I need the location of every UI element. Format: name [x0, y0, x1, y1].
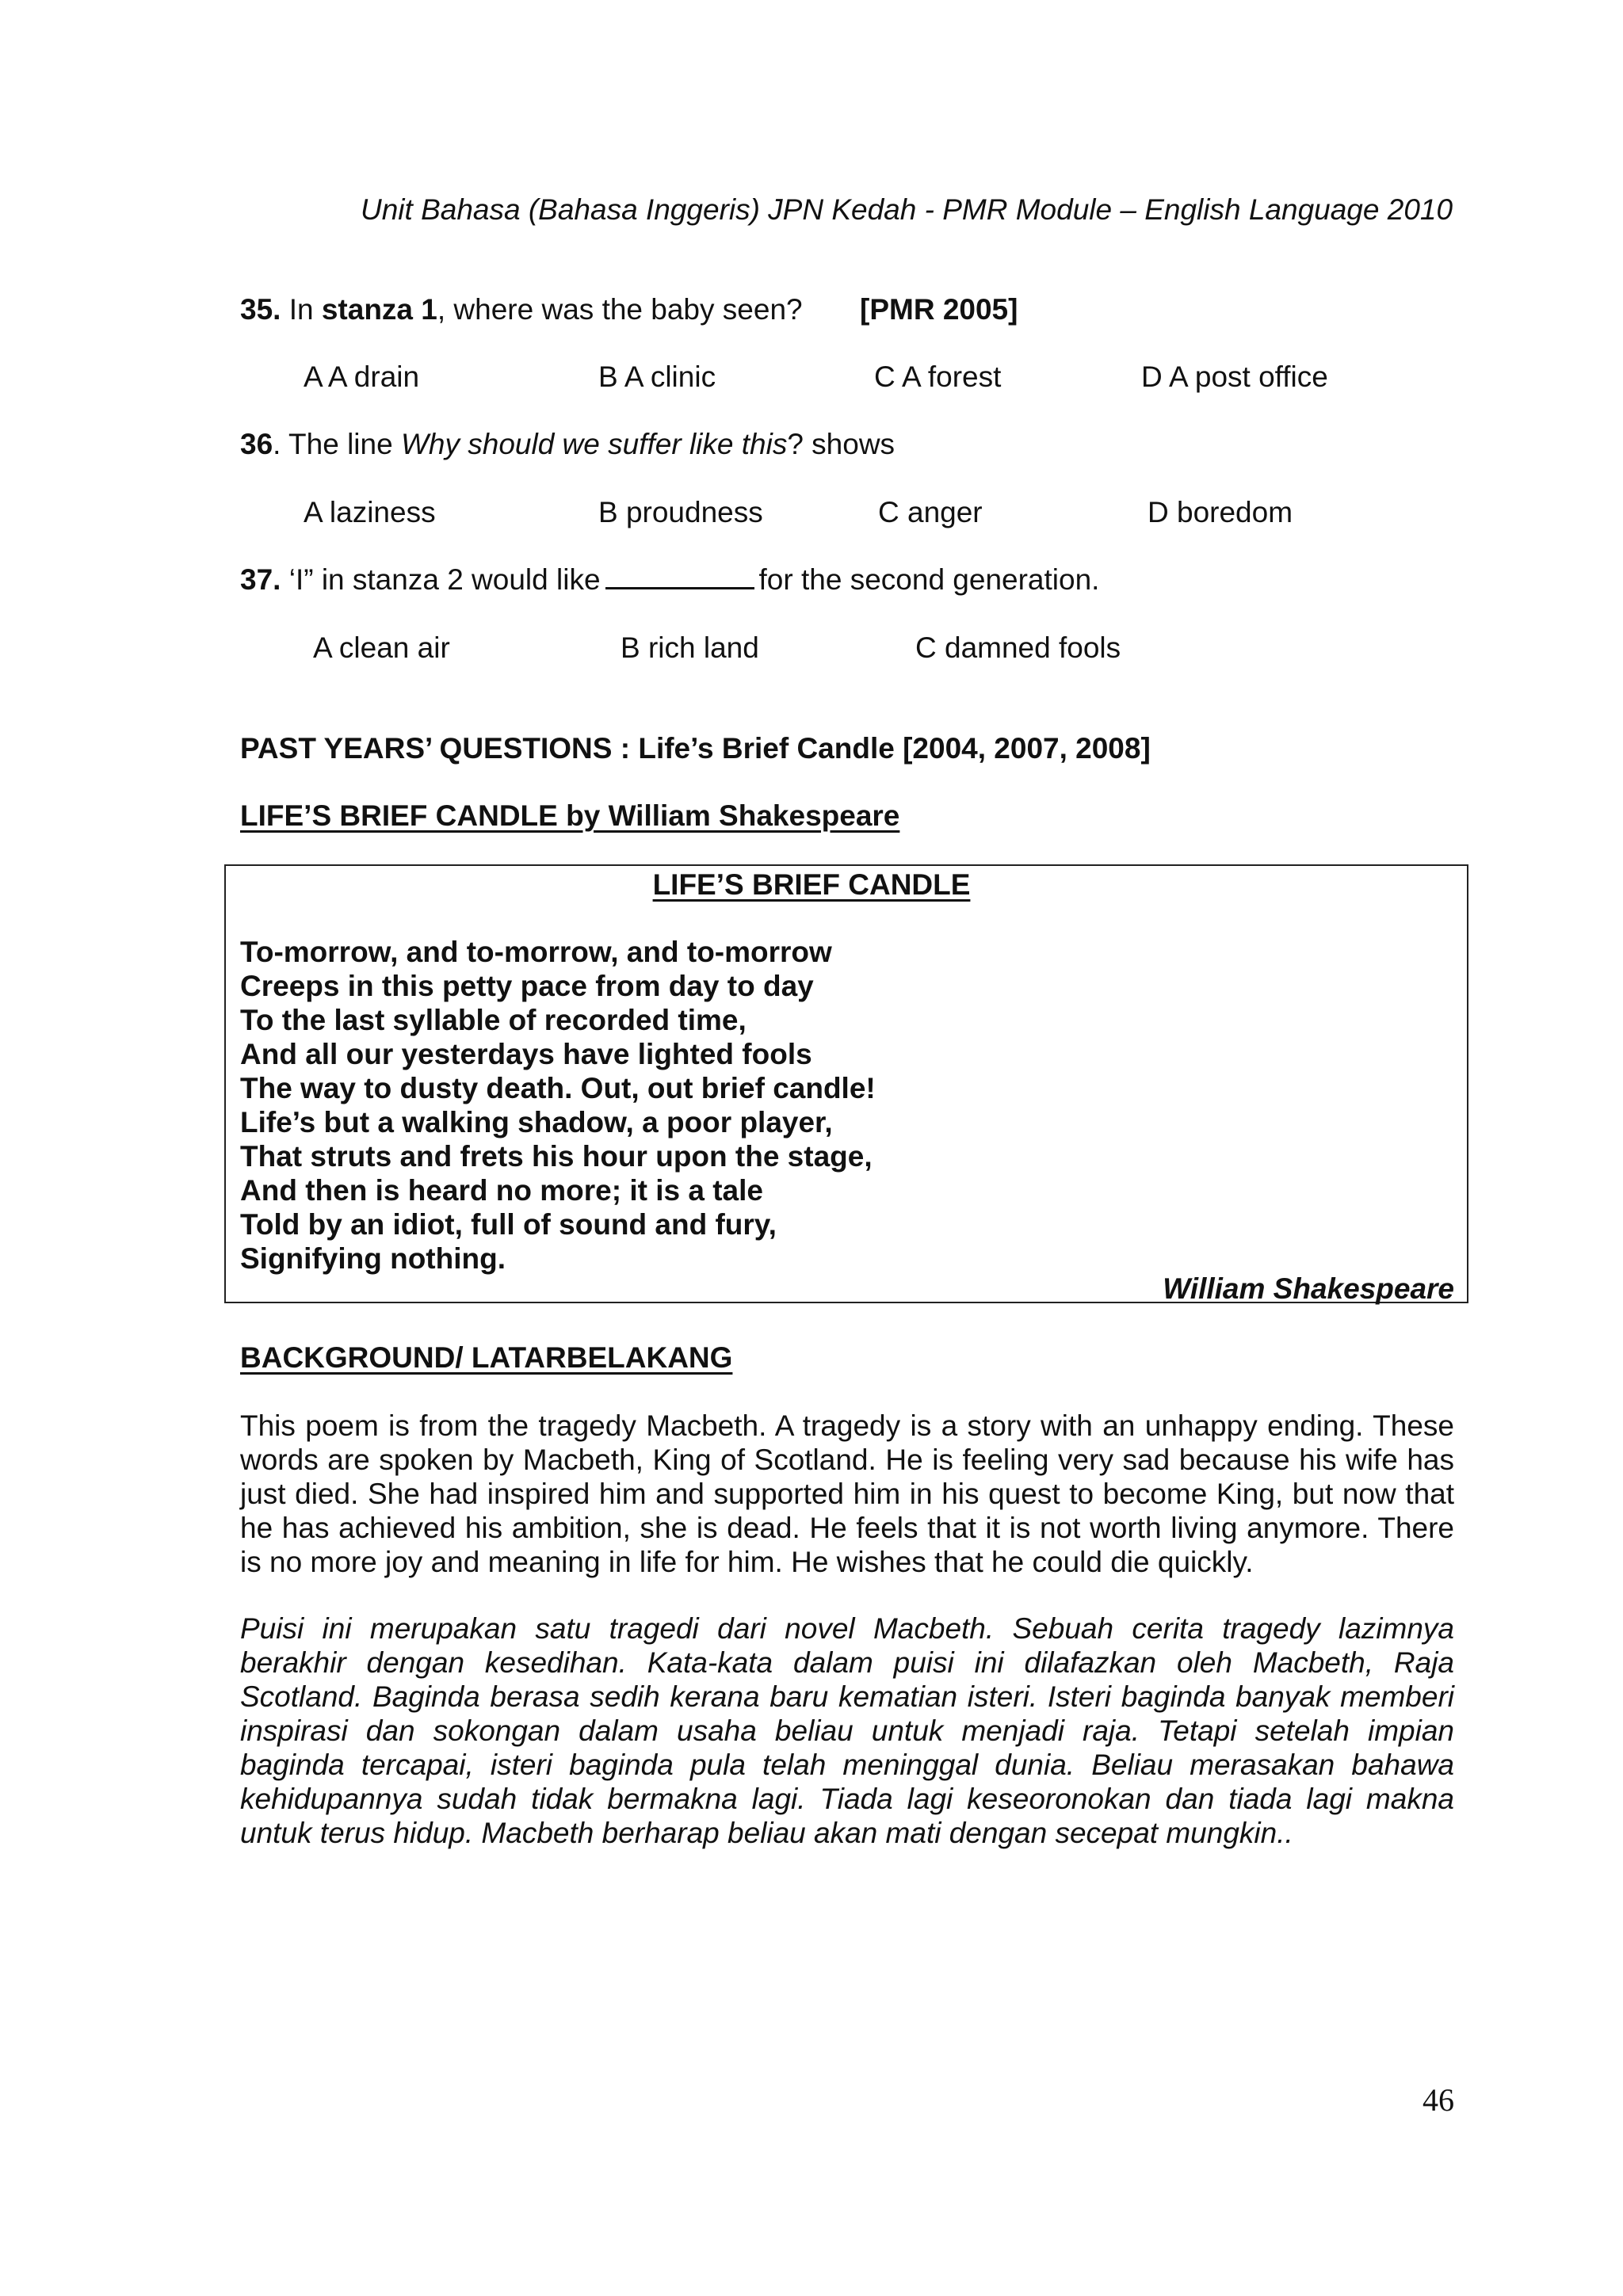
- poem-title: LIFE’S BRIEF CANDLE: [652, 868, 971, 901]
- q36-option-a[interactable]: A laziness: [304, 496, 436, 528]
- q35-option-a[interactable]: A A drain: [304, 360, 420, 393]
- question-number: 37.: [240, 563, 281, 596]
- paragraph-line: berakhir dengan kesedihan. Kata-kata dalam puisi ini dilafazkan oleh Macbeth, Raja: [240, 1646, 1454, 1679]
- poem-line: Life’s but a walking shadow, a poor player,: [240, 1106, 833, 1138]
- poem-lines: [240, 935, 876, 1276]
- question-text-post: , where was the baby seen?: [437, 293, 803, 326]
- question-35-tag: [PMR 2005]: [860, 293, 1018, 326]
- q35-option-c[interactable]: C A forest: [874, 360, 1002, 393]
- poem-line: Signifying nothing.: [240, 1242, 506, 1275]
- poem-line: That struts and frets his hour upon the stage,: [240, 1140, 873, 1173]
- question-text-post: ? shows: [787, 428, 896, 460]
- question-text-pre: In: [288, 293, 322, 326]
- paragraph-line: inspirasi dan sokongan dalam usaha beliau untuk menjadi raja. Tetapi setelah impian: [240, 1714, 1454, 1747]
- page-header: Unit Bahasa (Bahasa Inggeris) JPN Kedah - PMR Module – English Language 2010: [361, 193, 1453, 226]
- poem-line: To the last syllable of recorded time,: [240, 1004, 747, 1036]
- background-malay-paragraph: [240, 1611, 1454, 1850]
- question-37: [240, 563, 1099, 597]
- poem-line: Creeps in this petty pace from day to day: [240, 970, 814, 1002]
- paragraph-line: This poem is from the tragedy Macbeth. A tragedy is a story with an unhappy ending. These: [240, 1409, 1454, 1442]
- background-english-paragraph: [240, 1409, 1454, 1579]
- question-35: [240, 293, 803, 326]
- question-text-pre: ‘I” in stanza 2 would like: [288, 563, 601, 596]
- poem-line: To-morrow, and to-morrow, and to-morrow: [240, 936, 832, 968]
- paragraph-line: words are spoken by Macbeth, King of Scotland. He is feeling very sad because his wife has: [240, 1444, 1454, 1476]
- paragraph-line: is no more joy and meaning in life for him. He wishes that he could die quickly.: [240, 1546, 1254, 1578]
- answer-blank[interactable]: [605, 563, 754, 589]
- poem-line: Told by an idiot, full of sound and fury,: [240, 1208, 777, 1241]
- paragraph-line: he has achieved his ambition, she is dead. He feels that it is not worth living anymore. There: [240, 1512, 1454, 1544]
- past-years-heading: PAST YEARS’ QUESTIONS : Life’s Brief Candle [2004, 2007, 2008]: [240, 732, 1151, 765]
- poem-heading: LIFE’S BRIEF CANDLE by William Shakespeare: [240, 799, 900, 832]
- paragraph-line: untuk terus hidup. Macbeth berharap beliau akan mati dengan secepat mungkin..: [240, 1817, 1293, 1849]
- paragraph-line: just died. She had inspired him and supported him in his quest to become King, but now that: [240, 1478, 1454, 1510]
- q36-option-d[interactable]: D boredom: [1148, 496, 1293, 528]
- paragraph-line: kehidupannya sudah tidak bermakna lagi. Tiada lagi keseoronokan dan tiada lagi makna: [240, 1783, 1454, 1815]
- q36-option-c[interactable]: C anger: [878, 496, 983, 528]
- q35-option-d[interactable]: D A post office: [1141, 360, 1328, 393]
- paragraph-line: baginda tercapai, isteri baginda pula telah meninggal dunia. Beliau merasakan bahawa: [240, 1749, 1454, 1781]
- question-36: [240, 428, 895, 461]
- q37-option-a[interactable]: A clean air: [313, 631, 450, 664]
- question-number: 36: [240, 428, 273, 460]
- q37-option-b[interactable]: B rich land: [621, 631, 759, 664]
- question-number: 35.: [240, 293, 281, 326]
- paragraph-line: Scotland. Baginda berasa sedih kerana baru kematian isteri. Isteri baginda banyak memberi: [240, 1680, 1454, 1713]
- question-text-italic: Why should we suffer like this: [400, 428, 788, 460]
- poem-author: William Shakespeare: [1163, 1272, 1454, 1305]
- poem-line: The way to dusty death. Out, out brief candle!: [240, 1072, 876, 1104]
- q37-option-c[interactable]: C damned fools: [915, 631, 1121, 664]
- background-heading: BACKGROUND/ LATARBELAKANG: [240, 1341, 733, 1374]
- paragraph-line: Puisi ini merupakan satu tragedi dari novel Macbeth. Sebuah cerita tragedy lazimnya: [240, 1612, 1454, 1645]
- question-text-pre: . The line: [273, 428, 401, 460]
- poem-line: And then is heard no more; it is a tale: [240, 1174, 763, 1207]
- poem-line: And all our yesterdays have lighted fools: [240, 1038, 812, 1070]
- question-text-bold: stanza 1: [321, 293, 437, 326]
- q35-option-b[interactable]: B A clinic: [598, 360, 716, 393]
- question-text-post: for the second generation.: [758, 563, 1100, 596]
- q36-option-b[interactable]: B proudness: [598, 496, 763, 528]
- page-number: 46: [1423, 2082, 1454, 2118]
